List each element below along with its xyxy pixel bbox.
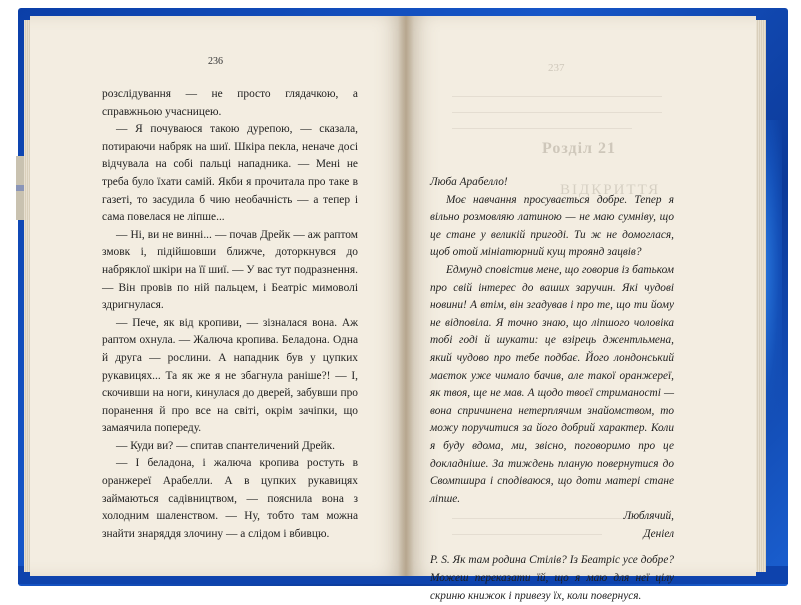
left-paragraph: — Куди ви? — спитав спантеличений Дрейк.	[116, 439, 335, 452]
right-page-letter	[430, 174, 674, 605]
show-through-line	[452, 96, 662, 97]
left-paragraph: — Ні, ви не винні... — почав Дрейк — аж раптом змовк і, підійшовши ближче, доторкнувся до набряклої шкіри на її шиї. — У вас тут подразнення. — Він провів по ній пальцем, і Беатріс мимоволі здригнулася.	[102, 228, 358, 312]
left-paragraph: — Я почуваюся такою дурепою, — сказала, потираючи набряк на шиї. Шкіра пекла, неначе досі відчувала на собі пальці нападника. — Мені не треба було їхати самій. Якби я прочитала про таке в газеті, то засудила б чию необачність — а тепер і сама повелася не ліпше...	[102, 123, 358, 224]
page-number-left: 236	[208, 56, 223, 67]
left-paragraph: — І беладона, і жалюча кропива ростуть в оранжереї Арабелли. А в цупких рукавицях займаються садівництвом, — пояснила вона з холодним шаленством. — Ну, тобто там можна знайти знаряддя злочину — а слідом і вбивцю.	[102, 457, 358, 540]
show-through-page-number: 237	[548, 62, 565, 74]
letter-closing: Люблячий,	[623, 510, 674, 523]
book-gutter	[398, 16, 414, 576]
letter-signature: Деніел	[643, 527, 674, 540]
letter-greeting: Люба Арабелло!	[430, 176, 508, 188]
left-paragraph: розслідування — не просто глядачкою, а справжньою учасницею.	[102, 88, 358, 118]
show-through-title: ВІДКРИТТЯ	[560, 182, 661, 198]
letter-postscript: P. S. Як там родина Стілів? Із Беатріс усе добре? Можеш переказати їй, що я маю для неї цілу скриню книжок і привезу їх, коли повернуся.	[430, 554, 674, 602]
letter-paragraph: Моє навчання просувається добре. Тепер я вільно розмовляю латиною — не маю сумніву, що це стане у великій пригоді. Ти ж не домоглася, щоб отой мініатюрний кущ троянд зацвів?	[430, 193, 674, 259]
left-paragraph: — Пече, як від кропиви, — зізналася вона. Аж раптом охнула. — Жалюча кропива. Беладона. Одна й друга — рослини. А нападник був у цупких рукавицях... Та як же я не збагнула раніше?! — І, скочивши на ноги, кинулася до дверей, забувши про поранення й про все на світі, окрім зачіпки, що замаячила попереду.	[102, 316, 358, 435]
show-through-chapter-label: Розділ 21	[542, 140, 617, 157]
show-through-line	[452, 128, 632, 129]
letter-paragraph: Едмунд сповістив мене, що говорив із батьком про свій інтерес до ваших заручин. Які чудові новини! А втім, він згадував і про те, що ти йому не відповіла. Я точно знаю, що ліпшого чоловіка тобі годі й шукати: це взірець джентльмена, який чудово про тебе подбає. Його лондонський маєток уже чимало бачив, але такої оранжереї, як твоя, ще не мав. А щодо твоєї стриманості — вона спричинена нетерплячим знайомством, то можу поручитися за його добрий характер. Коли я буду вдома, ми, звісно, поговоримо про це докладніше. За тиждень планую повернутися до Свомпшира і сподіваюся, що доти матері стане ліпше.	[430, 263, 674, 505]
show-through-line	[452, 112, 662, 113]
left-page-body	[102, 86, 358, 543]
